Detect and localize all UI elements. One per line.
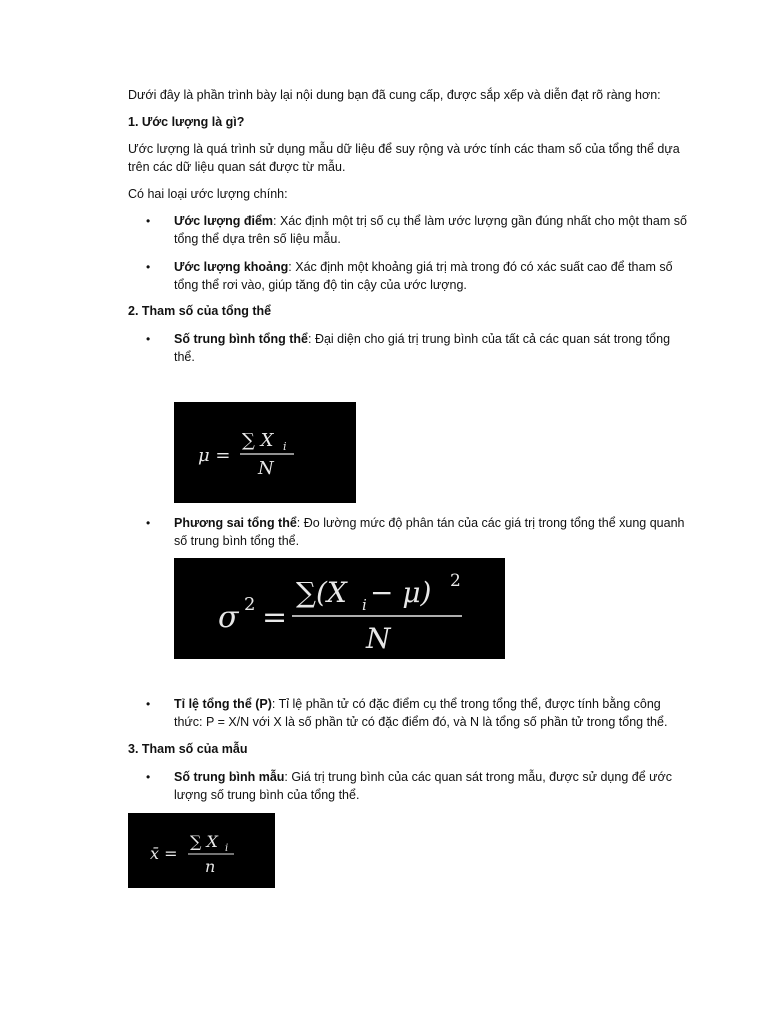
formula-numerator: ∑(X [296, 576, 347, 609]
bullet-icon: • [146, 332, 151, 346]
list-item-desc: : Đo lường mức độ phân tán của các giá trị trong tổng thể xung quanh số trung bình tổng thể. [174, 516, 685, 548]
sample-mean-formula [128, 813, 275, 888]
list-item-term: Số trung bình tổng thể [174, 332, 308, 346]
formula-numerator: ∑ X [242, 430, 274, 451]
list-item-sample-mean [174, 768, 689, 804]
list-item-interval-estimation [174, 258, 694, 294]
list-item-desc: : Xác định một khoảng giá trị mà trong đó có xác suất cao để tham số tổng thể rơi vào, giúp tăng độ tin cậy của ước lượng. [174, 260, 673, 292]
formula-lhs: σ [218, 600, 239, 635]
list-item-term: Ước lượng điểm [174, 214, 274, 228]
list-item-term: Số trung bình mẫu [174, 770, 285, 784]
section-1-heading: 1. Ước lượng là gì? [128, 115, 245, 129]
list-item-term: Tỉ lệ tổng thể (P) [174, 697, 272, 711]
formula-lhs: x̄ = [150, 844, 178, 863]
section-1-definition: Ước lượng là quá trình sử dụng mẫu dữ liệu để suy rộng và ước tính các tham số của tổng thể dựa trên các dữ liệu quan sát được từ mẫu. [128, 142, 680, 174]
formula-equals: = [262, 600, 288, 635]
formula-denominator: N [366, 622, 391, 655]
list-item-desc: : Giá trị trung bình của các quan sát trong mẫu, được sử dụng để ước lượng số trung bình của tổng thể. [174, 770, 672, 802]
population-variance-formula [174, 558, 505, 659]
bullet-icon: • [146, 770, 151, 784]
formula-denominator: N [258, 458, 274, 479]
bullet-icon: • [146, 516, 151, 530]
formula-lhs: μ = [198, 445, 231, 466]
list-item-term: Phương sai tổng thể [174, 516, 297, 530]
list-item-desc: : Xác định một trị số cụ thể làm ước lượng gần đúng nhất cho một tham số tổng thể dựa trên số liệu mẫu. [174, 214, 687, 246]
formula-lhs-superscript: 2 [244, 594, 256, 615]
formula-numerator-tail: − μ) [370, 576, 432, 609]
formula-subscript: i [283, 440, 287, 453]
section-3-heading: 3. Tham số của mẫu [128, 742, 248, 756]
list-item-desc: : Tỉ lệ phần tử có đặc điểm cụ thể trong tổng thể, được tính bằng công thức: P = X/N với X là số phần tử có đặc điểm đó, và N là tổng số phần tử trong tổng thể. [174, 697, 668, 729]
formula-superscript: 2 [450, 571, 461, 591]
section-2-heading: 2. Tham số của tổng thể [128, 304, 272, 318]
list-item-term: Ước lượng khoảng [174, 260, 289, 274]
section-1-types-intro: Có hai loại ước lượng chính: [128, 187, 288, 201]
population-mean-formula [174, 402, 356, 503]
bullet-icon: • [146, 214, 151, 228]
list-item-population-variance [174, 514, 694, 550]
formula-numerator: ∑ X [190, 832, 218, 851]
formula-denominator: n [205, 857, 216, 876]
formula-subscript: i [362, 596, 367, 614]
intro-paragraph: Dưới đây là phần trình bày lại nội dung bạn đã cung cấp, được sắp xếp và diễn đạt rõ ràng hơn: [128, 88, 661, 102]
list-item-point-estimation [174, 212, 694, 248]
list-item-population-mean [174, 330, 689, 366]
formula-subscript: i [225, 843, 229, 854]
list-item-desc: : Đại diện cho giá trị trung bình của tất cả các quan sát trong tổng thể. [174, 332, 671, 364]
list-item-population-proportion [174, 695, 689, 731]
bullet-icon: • [146, 260, 151, 274]
bullet-icon: • [146, 697, 151, 711]
